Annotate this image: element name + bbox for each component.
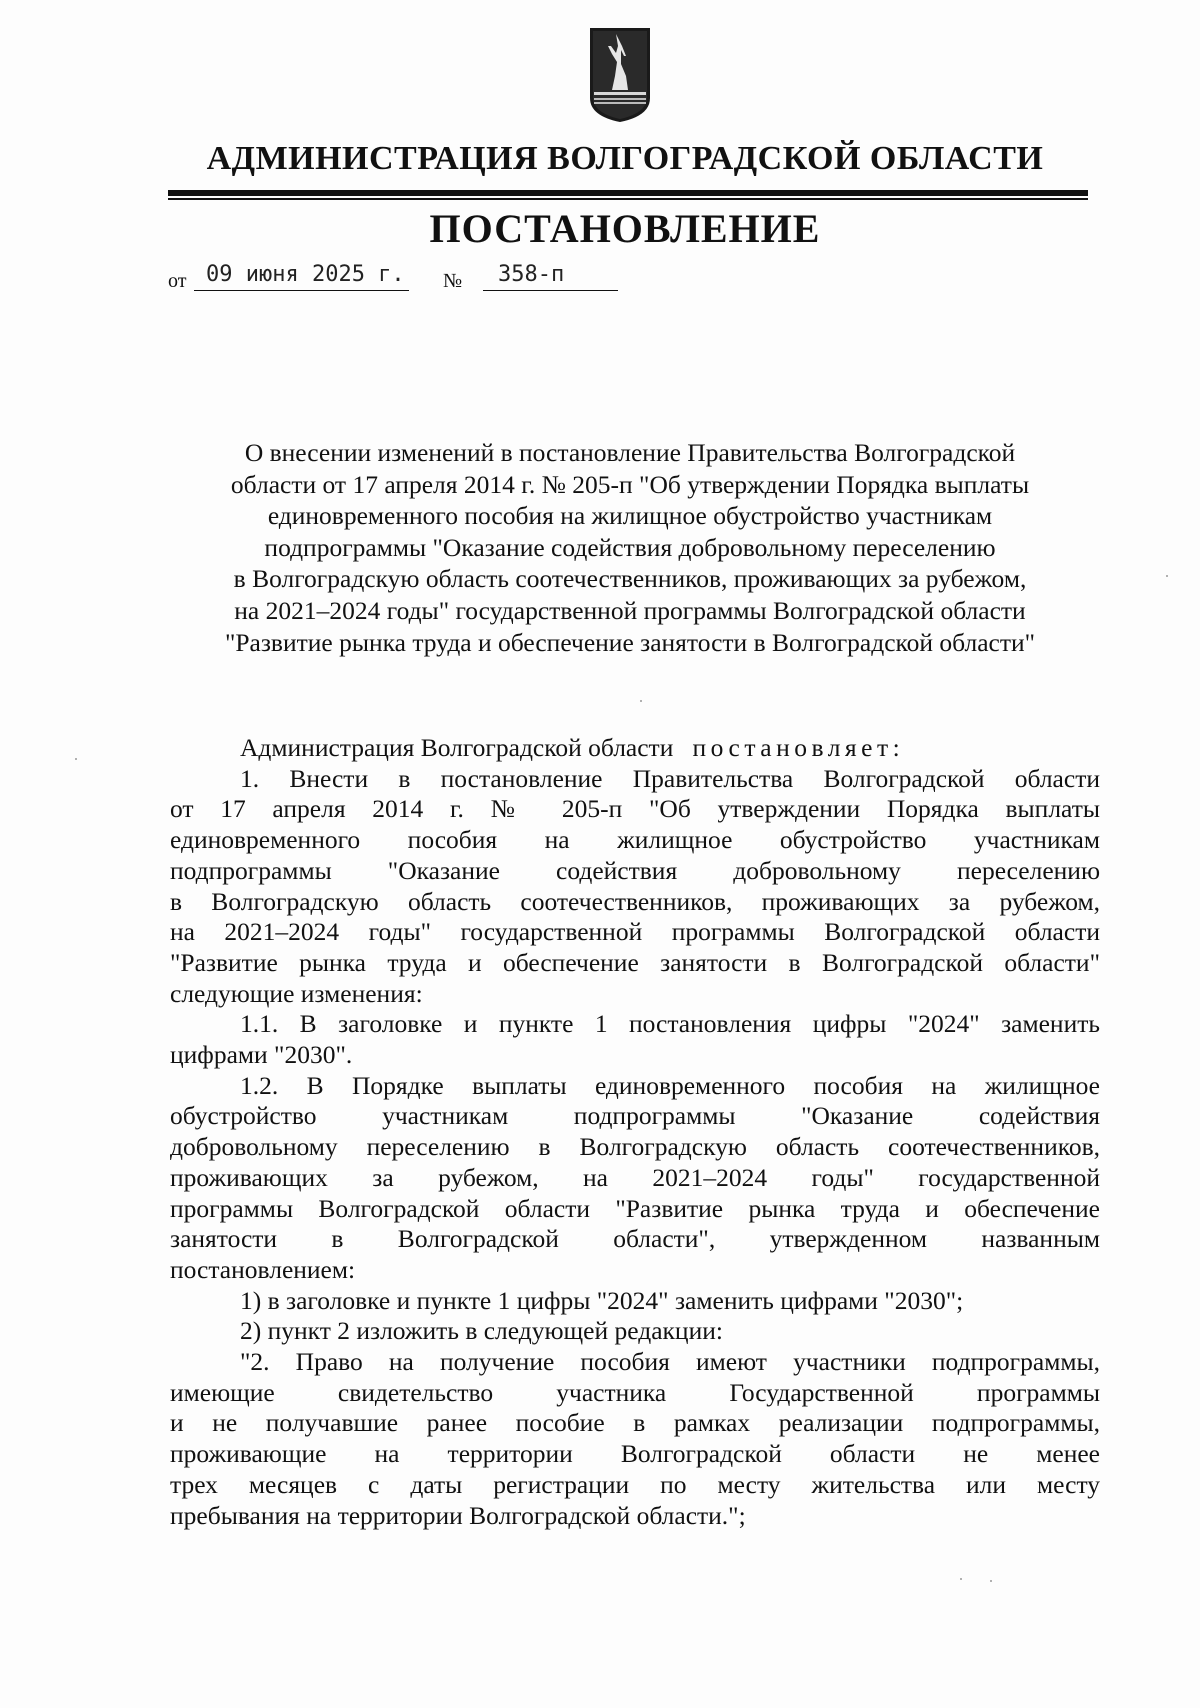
header-rule-thick: [168, 190, 1088, 196]
body-line: пребывания на территории Волгоградской области.";: [170, 1500, 746, 1530]
number-prefix: №: [443, 270, 463, 292]
scan-speck: [960, 1578, 962, 1580]
body-line: на 2021–2024 годы" государственной программы Волгоградской области: [170, 917, 1100, 947]
body-line: программы Волгоградской области "Развитие рынка труда и обеспечение: [170, 1193, 1100, 1223]
scan-speck: [75, 758, 77, 760]
body-line: трех месяцев с даты регистрации по месту жительства или месту: [170, 1469, 1100, 1499]
preamble-subject: Администрация Волгоградской области: [240, 733, 674, 762]
header-rule-thin: [168, 198, 1088, 200]
document-body: [170, 733, 1100, 1531]
body-line: добровольному переселению в Волгоградскую область соотечественников,: [170, 1132, 1100, 1162]
body-line: проживающих за рубежом, на 2021–2024 годы" государственной: [170, 1162, 1100, 1192]
preamble: [170, 733, 1100, 764]
body-line: "Развитие рынка труда и обеспечение занятости в Волгоградской области": [170, 947, 1100, 977]
body-line: подпрограммы "Оказание содействия добровольному переселению: [170, 855, 1100, 885]
body-line: обустройство участникам подпрограммы "Оказание содействия: [170, 1101, 1100, 1131]
body-line: в Волгоградскую область соотечественников, проживающих за рубежом,: [170, 886, 1100, 916]
body-line: единовременного пособия на жилищное обустройство участникам: [170, 825, 1100, 855]
body-line: 1.1. В заголовке и пункте 1 постановления цифры "2024" заменить: [240, 1009, 1100, 1039]
scan-speck: [990, 1580, 992, 1582]
subject-line: "Развитие рынка труда и обеспечение занятости в Волгоградской области": [224, 627, 1036, 657]
scan-speck: [640, 700, 642, 702]
body-line: "2. Право на получение пособия имеют участники подпрограммы,: [240, 1347, 1100, 1377]
body-line: 1.2. В Порядке выплаты единовременного пособия на жилищное: [240, 1070, 1100, 1100]
document-date: 09 июня 2025 г.: [194, 262, 409, 291]
body-line: 2) пункт 2 изложить в следующей редакции:: [240, 1316, 723, 1346]
body-line: занятости в Волгоградской области", утвержденном названным: [170, 1224, 1100, 1254]
body-line: проживающие на территории Волгоградской области не менее: [170, 1439, 1100, 1469]
subject-line: О внесении изменений в постановление Правительства Волгоградской: [244, 438, 1016, 467]
subject-line: на 2021–2024 годы" государственной программы Волгоградской области: [234, 595, 1026, 625]
body-line: 1) в заголовке и пункте 1 цифры "2024" заменить цифрами "2030";: [240, 1285, 964, 1315]
subject-line: единовременного пособия на жилищное обустройство участникам: [267, 501, 993, 531]
date-prefix: от: [168, 270, 187, 292]
scan-speck: [1166, 575, 1168, 577]
body-line: 1. Внести в постановление Правительства Волгоградской области: [240, 763, 1100, 793]
document-subject: [160, 437, 1100, 658]
body-line: и не получавшие ранее пособие в рамках реализации подпрограммы,: [170, 1408, 1100, 1438]
subject-line: подпрограммы "Оказание содействия добровольному переселению: [264, 532, 996, 562]
body-line: следующие изменения:: [170, 978, 423, 1008]
coat-of-arms-icon: [588, 26, 652, 124]
document-type-title: ПОСТАНОВЛЕНИЕ: [429, 206, 821, 251]
body-line: имеющие свидетельство участника Государственной программы: [170, 1377, 1100, 1407]
body-line: от 17 апреля 2014 г. № 205-п "Об утверждении Порядка выплаты: [170, 794, 1100, 824]
subject-line: области от 17 апреля 2014 г. № 205-п "Об утверждении Порядка выплаты: [230, 469, 1030, 499]
document-meta: [168, 262, 628, 294]
subject-line: в Волгоградскую область соотечественников, проживающих за рубежом,: [233, 564, 1027, 594]
body-line: постановлением:: [170, 1254, 356, 1284]
preamble-verb: постановляет:: [692, 733, 905, 762]
organization-title: АДМИНИСТРАЦИЯ ВОЛГОГРАДСКОЙ ОБЛАСТИ: [206, 140, 1044, 177]
body-line: цифрами "2030".: [170, 1040, 353, 1070]
document-number: 358-п: [483, 262, 618, 291]
